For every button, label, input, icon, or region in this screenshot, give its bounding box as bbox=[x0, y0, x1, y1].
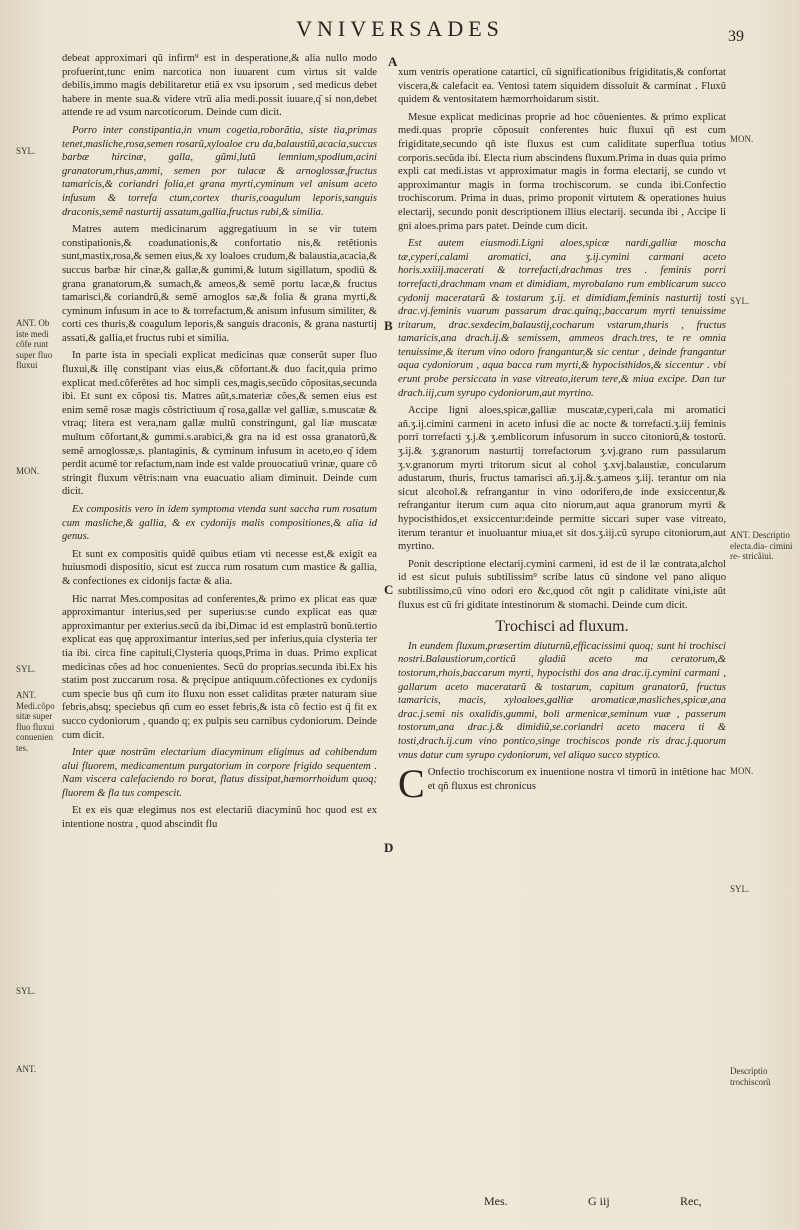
drop-cap: C bbox=[398, 761, 425, 807]
right-column bbox=[398, 66, 726, 807]
signature-mark: G iij bbox=[588, 1194, 610, 1208]
left-margin-note: SYL. bbox=[16, 986, 36, 996]
paragraph: Matres autem medicinarum aggregatiuum in se vir tutem constipationis,& coadunationis,& confortatio nis,& retẽtionis sunt,mastix,rosa,& semen eius,& xy loaloes crudum,& balaustia,acacia,& succus barbæ hir cinæ,& gallæ,& gummi,& lutum sigillatum, spodiũ & grana granatorum,& sumach,& ameos,& semẽ portu lacæ,& fructus tamarisci,& coriandrũ,& semẽ arnoglos sæ,& folia & grana myrti,& cyminum infusum in ace to & torrefactum,& anisum infusum similiter, & corti ces thuris,& coagulum leporis,& sanguis draconis, & grana nasturtij assati,& gallia,et fructus rubi et similia. bbox=[62, 224, 377, 344]
margin-letter-d: D bbox=[384, 840, 394, 855]
right-margin-note: ANT. Descriptio electa.dia- cimini re- stricãiui. bbox=[730, 530, 793, 561]
paragraph: debeat approximari qũ infirm⁹ est in desperatione,& alia nullo modo profuerint,tunc enim narcotica non iuuarent cum virtus sit valde debilis,immo magis debilitaretur etiã ex vsu ipsorum , sed medicus debet habere in mente sua.& videre vtrũ alia medi.possit iuuare,q͂ si non,debet attende re ad vsum narcoticorum. Deinde cum dicit. bbox=[62, 53, 377, 119]
right-margin-note: MON. bbox=[730, 766, 754, 776]
right-margin-note: SYL. bbox=[730, 296, 750, 306]
section-heading: Trochisci ad fluxum. bbox=[495, 618, 629, 636]
page-number: 39 bbox=[728, 28, 744, 45]
catchword-left: Mes. bbox=[484, 1194, 508, 1208]
paragraph: Hic narrat Mes.compositas ad conferentes,& primo ex plicat eas quæ approximantur interius,sed per superius:se cundo explicat eas quæ approximantur per exterius.secũ da ibi,Dimac id est emplastrũ bonũ.tertio explicat eas quę approximantur interius,sed per inferius,quia clysteria ter tia ibi. circa fine capituli,Clysteria quoqs,Prima in duas. Primo explicat medicinas cões ad hoc conuenientes. Secũ do proprias.secunda ibi.Ex his statim post zuccarum rosa. & pręcipue antiquum.cõfectiones ex cydonijs cum specie bus qñ cum ito fluxu non esset caliditas præter naturam siue febris,absq; speciebus qñ cum eo esset febris,& ista cõ fectio est q̃ fit ex succo cydoniorum , quando q; ex pulpis seu carnibus cydoniorum. Deinde cum dicit. bbox=[62, 593, 377, 741]
paragraph: Et ex eis quæ elegimus nos est electariũ diacyminũ hoc quod est ex intentione nostra , quod abscindit flu bbox=[62, 805, 377, 831]
margin-letter-c: C bbox=[384, 582, 394, 597]
left-margin-note: ANT. Medi.cõpo sitæ super fluo fluxui conuenien tes. bbox=[16, 690, 55, 753]
paragraph: Ex compositis vero in idem symptoma vtenda sunt saccha rum rosatum cum masliche,& gallia, & ex cydonijs malis compositiones,& alia id genus. bbox=[62, 504, 377, 543]
paragraph: xum ventris operatione catartici, cũ significationibus frigiditatis,& confortat viscera,& calefacit ea. Ventosi tatem siquidem dissoluit & carminat . Fluxũ quidem & ventositatem hæmorrhoidarum sistit. bbox=[398, 67, 726, 106]
paragraph: Accipe ligni aloes,spicæ,galliæ muscatæ,cyperi,cala mi aromatici añ.ʒ.ij.cimini carmeni in aceto infusi die ac nocte & torrefacti.ʒ.iij feminis porri torrefacti ʒ.j.& ʒ.emblicorum infusorum in succo citoniorũ,& tostorũ. ʒ.ij.& ʒ.granorum nasturtij torrefactorum ʒ.vj.grano rum passularum ʒ.v.granorum myrti tritorum sicut al cohol ʒ.xvj.balaustiæ, concularum adustarum, thuris, fructus tamarisci añ.ʒ.ij.&.ʒ.ameos ʒ.iij. terantur om nia sicut alcohol.& refrangantur in vino odorifero,de inde exsiccentur,& refrangantur iterum cum aqua cito niorum,aut aqua granorum myrti & hypocisthidos,et exsiccentur:deinde permitte siccari super vase vitreato, iterum terantur et inuoluantur miua,et sit dos.ʒ.iij.cũ syrupo citoniorum,aut myrtino. bbox=[398, 405, 726, 553]
catchword: Rec, bbox=[680, 1194, 702, 1208]
paragraph: Est autem eiusmodi.Ligni aloes,spicæ nardi,galliæ moscha tæ,cyperi,calami aromatici, ana ʒ.ij.cymini carmani aceto horis.xxiiij.macerati & torrefacti,drachmas tres . feminis porri torrefacti,drachmam vnam et dimidiam, myrobalano rum emblicarum succo cydonij maceratarũ & tostarum ʒ.ij. et dimidiam,feminis nasturtij tosti drac.vj.feminis vuarum passarum drac.quinq;,baccarum myrti tenuissime tritarum, drac.sexdecim,balaustij,cocharum vstarum,thuris , fructus tamaricis,ana drach.ij.& semissem, ammeos drach.tres, te re omnia tenuissime,& iterum vino odoro frangantur,& sic centur , deinde frangantur aqua cydoniorum , aqua bacca rum myrti,& hypocisthidos,& siccentur . vbi erunt probe persiccata in vase vitreato,iterum tere,& miua excipe. Dan tur drach.iij,cum syrupo cydoniorum,aut myrtino. bbox=[398, 238, 726, 399]
left-margin-note: ANT. Ob iste medi cõfe runt super fluo fluxui bbox=[16, 318, 53, 370]
paragraph: Mesue explicat medicinas proprie ad hoc cõuenientes. & primo explicat medi.quas proprie cõposuit conferentes huic fluxui qñ est cum frigiditate,secundo qñ iste fluxus est cum caliditate superflua totius corporis.secũda ibi. Electa rium abscindens fluxum.Prima in duas quia primo expli cat medi.istas vt approximatur magis in forma electarij, se cundo vt approximantur magis in forma trochiscorum. se cunda ibi.Confectio trochiscorum. Prima in duas, primo proponit virtutem & operationes huius electarij, secundo ponit descriptionem illius electarij. secunda ibi , Accipe li gni aloes.prima pars patet. Deinde cum dicit. bbox=[398, 111, 726, 232]
left-margin-note: MON. bbox=[16, 466, 40, 476]
left-margin-note: SYL. bbox=[16, 664, 36, 674]
paragraph-text: Onfectio trochiscorum ex inuentione nostra vl timorũ in intẽtione hac et qñ fluxus est chronicus bbox=[427, 767, 726, 792]
right-margin-note: MON. bbox=[730, 134, 754, 144]
left-margin-note: ANT. bbox=[16, 1064, 37, 1074]
running-head: VNIVERSADES bbox=[296, 16, 504, 41]
paragraph: In parte ista in speciali explicat medicinas quæ conserũt super fluo fluxui,& illę constipant vias eius,& cõfortant.& duo facit,quia primo explicat med.cõferẽtes ad hoc simpli ces,magis,secũdo cõpositas,secunda ibi. Et sunt ex cõposi tis. Matres aũt,s.materiæ cões,& semen eius est enim semẽ rosæ magis cõstrictiuum q͂ rosa,gallæ vel galliæ, s.muscatæ & vtraq; litera est vera,nam gallæ multũ constringunt, gal liæ muscatæ multum cõfortant,& gummi.s.arabici,& gra na id est ossa granatorũ,& semẽ arnoglossæ,s. plantaginis, & cyminum infusum in aceto,eo q͂ idem perdit acumẽ tor refactum,nam inde est valde prouocatiuũ vrinæ, quare cõ stringit fluxum vẽtris:nam vna euacuatio aliam diminuit. Deinde cum dicit. bbox=[62, 350, 377, 498]
paragraph bbox=[398, 761, 726, 807]
paragraph: Et sunt ex compositis quidẽ quibus etiam vti necesse est,& exigit ea huiusmodi dispositio, sicut est zucca rum rosatum cum mastice & gallia, & confectiones ex cidonijs factæ & alia. bbox=[62, 548, 377, 587]
paragraph: In eundem fluxum,præsertim diuturnũ,efficacissimi quoq; sunt hi trochisci nostri.Balaustiorum,corticũ gladiũ aceto ma ceratorum,& tostorum,rhois,baccarum myrti, hypocisthi dos ana drac.ij.cymini carmani , gallarum aceto maceratarũ & tostarum, capitum granatorũ, fructus tamaricis, macis, xyloaloes,galliæ aromaticæ,masliches,spicæ,ana drac.j.semi nis oxalidis,gummi, boli armenicæ,seminum vuæ , passerum tostorum,ana drac.j.& dimidiũ,se.coriandri aceto macera ti & tosti,drach.ij.cum vino pontico,singe trochiscos ponde ris drac.j.quorum vnus datur cum syrupo cydoniorum, vel aliquo succo styptico. bbox=[398, 640, 726, 761]
paragraph: Inter quæ nostrũm electarium diacyminum eligimus ad cohibendum alui fluorem, medicamentum purgatorium in corpore frigido sequentem . Nam viscera calefaciendo ro borat, flatus dissipat,hæmorrhoidum quoq; fluorem & fla tus compescit. bbox=[62, 747, 377, 799]
left-margin-note: SYL. bbox=[16, 146, 36, 156]
paragraph: Ponit descriptione electarij.cymini carmeni, id est de il læ contrata,alchol id est sicut puluis subtilissim⁹ scribe latus cũ sindone vel pano aliquo subtilissimo,cũ vino odori ero &c,quod cõt ngit p caliditate vini,iste aũt fluxus est cũ fri giditate intestinorum & stomachi. Deinde cum dicit. bbox=[398, 558, 726, 611]
paragraph: Porro inter constipantia,in vnum cogetia,roborãtia, siste tia,primas tenet,masliche,rosa,semen rosarũ,xyloaloe cru da,balaustiũ,acacia,succus barbæ hircinæ, galla, gũmi,lutũ lemnium,spodium,acini granatorum,rhus,ammi, semen por tulacæ & arnoglossæ,fructus tamaricis,& coriandri folia,et grana myrti,cyminum vel anisum aceto infusum & torrefa ctum,cortex thuris,coagulum leporis,sanguis draconis,semẽ nasturtij assatum,gallia,fructus rubi,& similia. bbox=[62, 124, 377, 218]
right-margin-note: SYL. bbox=[730, 884, 750, 894]
margin-letter-b: B bbox=[384, 318, 393, 333]
right-margin-note: Descriptio trochiscorũ bbox=[730, 1066, 771, 1087]
margin-letter-a: A bbox=[388, 54, 398, 69]
left-column bbox=[62, 52, 377, 836]
